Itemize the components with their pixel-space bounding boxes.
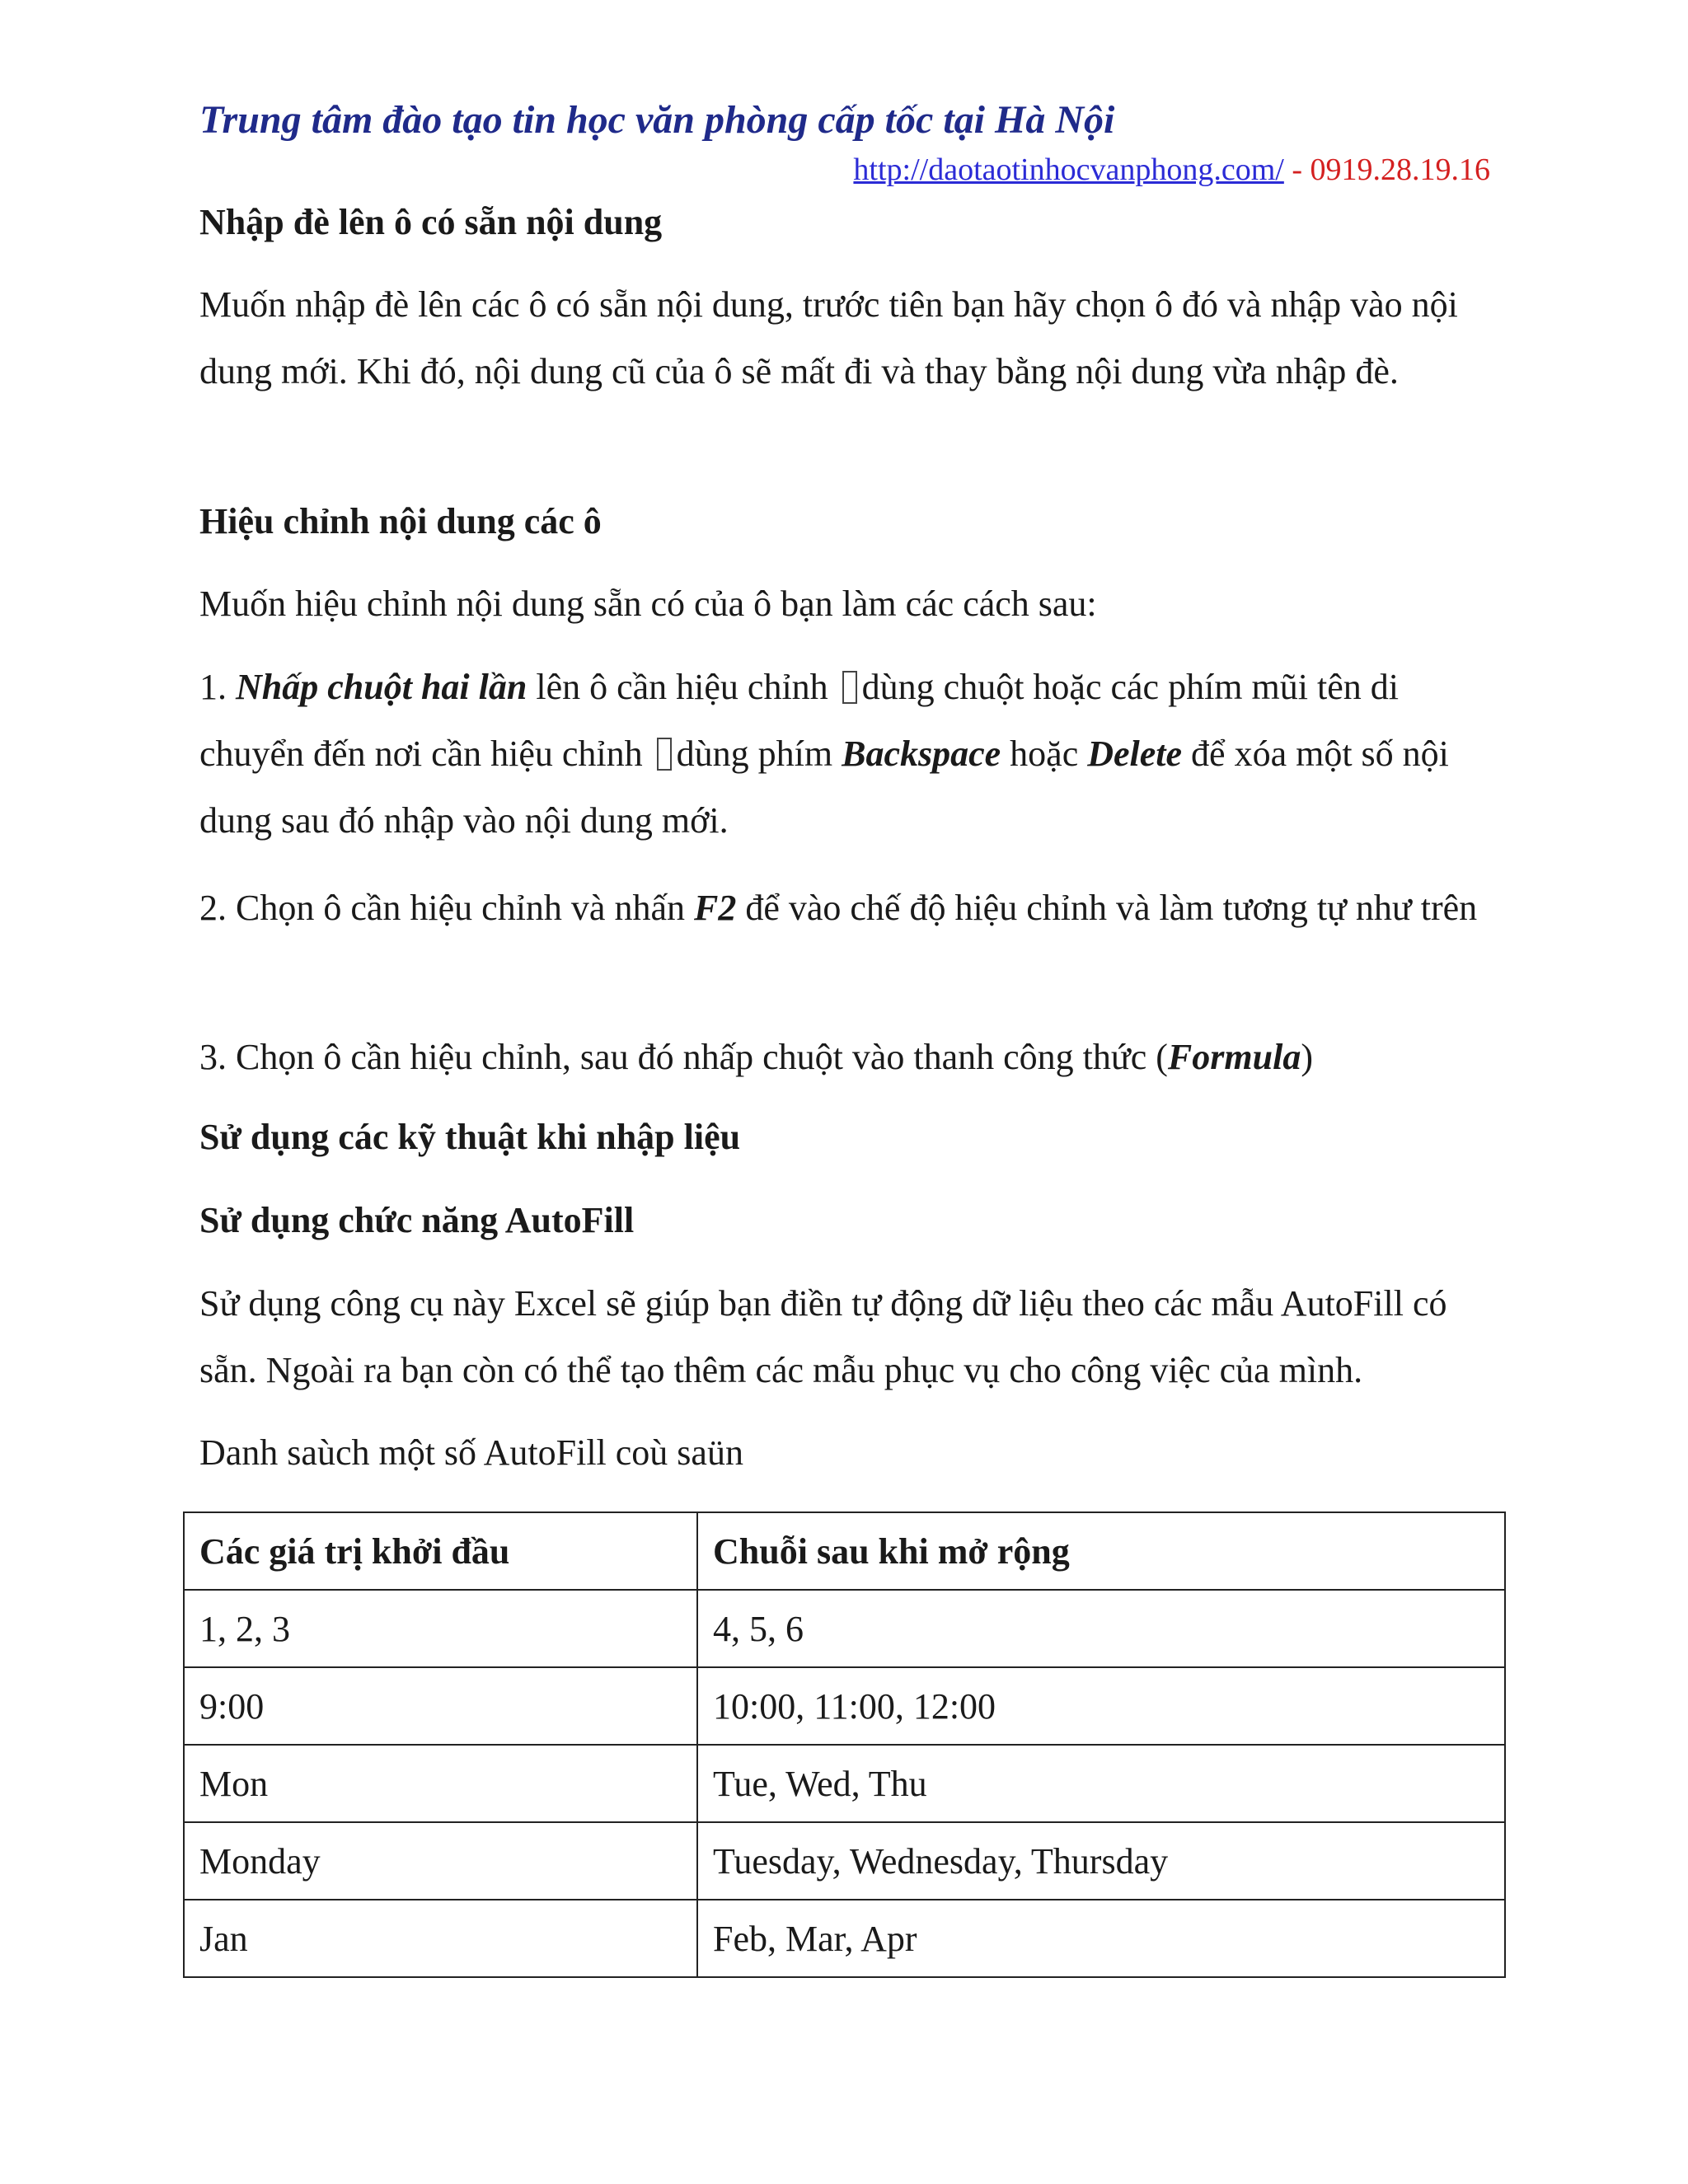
table-row [184, 1745, 1505, 1822]
emphasis-formula: Formula [1167, 1037, 1301, 1077]
list-item-3-text: 3. Chọn ô cần hiệu chỉnh, sau đó nhấp chuột vào thanh công thức ( [199, 1037, 1168, 1077]
list-item-1-text-4: hoặc [1001, 733, 1088, 774]
table-header-cell: Các giá trị khởi đầu [184, 1512, 697, 1590]
table-header-row [184, 1512, 1505, 1590]
header-contact [853, 152, 1490, 188]
table-cell: Jan [184, 1900, 697, 1977]
header-title: Trung tâm đào tạo tin học văn phòng cấp tốc tại Hà Nội [199, 98, 1115, 142]
paragraph-autofill-list-intro: Danh saùch một số AutoFill coù saün [199, 1432, 743, 1473]
list-item-1-text-5: để xóa một số nội dung sau đó nhập vào nội dung mới. [199, 733, 1449, 841]
table-cell: 10:00, 11:00, 12:00 [697, 1667, 1505, 1745]
table-row [184, 1590, 1505, 1667]
table-row [184, 1667, 1505, 1745]
paragraph-overwrite: Muốn nhập đè lên các ô có sẵn nội dung, trước tiên bạn hãy chọn ô đó và nhập vào nội dung mới. Khi đó, nội dung cũ của ô sẽ mất đi và thay bằng nội dung vừa nhập đè. [199, 284, 1458, 391]
website-link[interactable]: http://daotaotinhocvanphong.com/ [853, 152, 1284, 187]
section-heading-overwrite: Nhập đè lên ô có sẵn nội dung [199, 202, 663, 242]
arrow-glyph-icon [657, 738, 672, 771]
phone-number: 0919.28.19.16 [1310, 152, 1490, 187]
emphasis-double-click: Nhấp chuột hai lần [236, 667, 528, 707]
section-heading-autofill: Sử dụng chức năng AutoFill [199, 1200, 635, 1240]
paragraph-autofill: Sử dụng công cụ này Excel sẽ giúp bạn điền tự động dữ liệu theo các mẫu AutoFill có sẵn. Ngoài ra bạn còn có thể tạo thêm các mẫu phục vụ cho công việc của mình. [199, 1283, 1447, 1390]
table-cell: Mon [184, 1745, 697, 1822]
section-heading-edit: Hiệu chỉnh nội dung các ô [199, 501, 602, 541]
list-item-1-number: 1. [199, 667, 236, 707]
table-cell: Tue, Wed, Thu [697, 1745, 1505, 1822]
header-separator: - [1283, 152, 1311, 187]
table-cell: 9:00 [184, 1667, 697, 1745]
emphasis-backspace: Backspace [842, 733, 1001, 774]
table-cell: Tuesday, Wednesday, Thursday [697, 1822, 1505, 1900]
emphasis-delete: Delete [1087, 733, 1183, 774]
list-item-3-text-2: ) [1301, 1037, 1313, 1077]
table-row [184, 1822, 1505, 1900]
list-item-2-text-2: để vào chế độ hiệu chỉnh và làm tương tự như trên [736, 888, 1478, 928]
table-header-cell: Chuỗi sau khi mở rộng [697, 1512, 1505, 1590]
list-item-1-text: lên ô cần hiệu chỉnh [527, 667, 837, 707]
section-heading-techniques: Sử dụng các kỹ thuật khi nhập liệu [199, 1117, 741, 1157]
paragraph-edit-intro: Muốn hiệu chỉnh nội dung sẵn có của ô bạn làm các cách sau: [199, 583, 1097, 624]
table-cell: Feb, Mar, Apr [697, 1900, 1505, 1977]
list-item-2 [199, 874, 1493, 941]
arrow-glyph-icon [842, 671, 857, 704]
table-cell: Monday [184, 1822, 697, 1900]
list-item-1-text-2: dùng chuột hoặc các phím mũi tên di chuyển đến nơi cần hiệu chỉnh [199, 667, 1399, 774]
list-item-2-text: 2. Chọn ô cần hiệu chỉnh và nhấn [199, 888, 694, 928]
table-cell: 1, 2, 3 [184, 1590, 697, 1667]
list-item-1 [199, 654, 1493, 854]
table-cell: 4, 5, 6 [697, 1590, 1505, 1667]
list-item-1-text-3: dùng phím [676, 733, 842, 774]
list-item-3 [199, 1024, 1493, 1090]
autofill-table [183, 1511, 1506, 1978]
emphasis-f2: F2 [693, 888, 737, 928]
table-row [184, 1900, 1505, 1977]
